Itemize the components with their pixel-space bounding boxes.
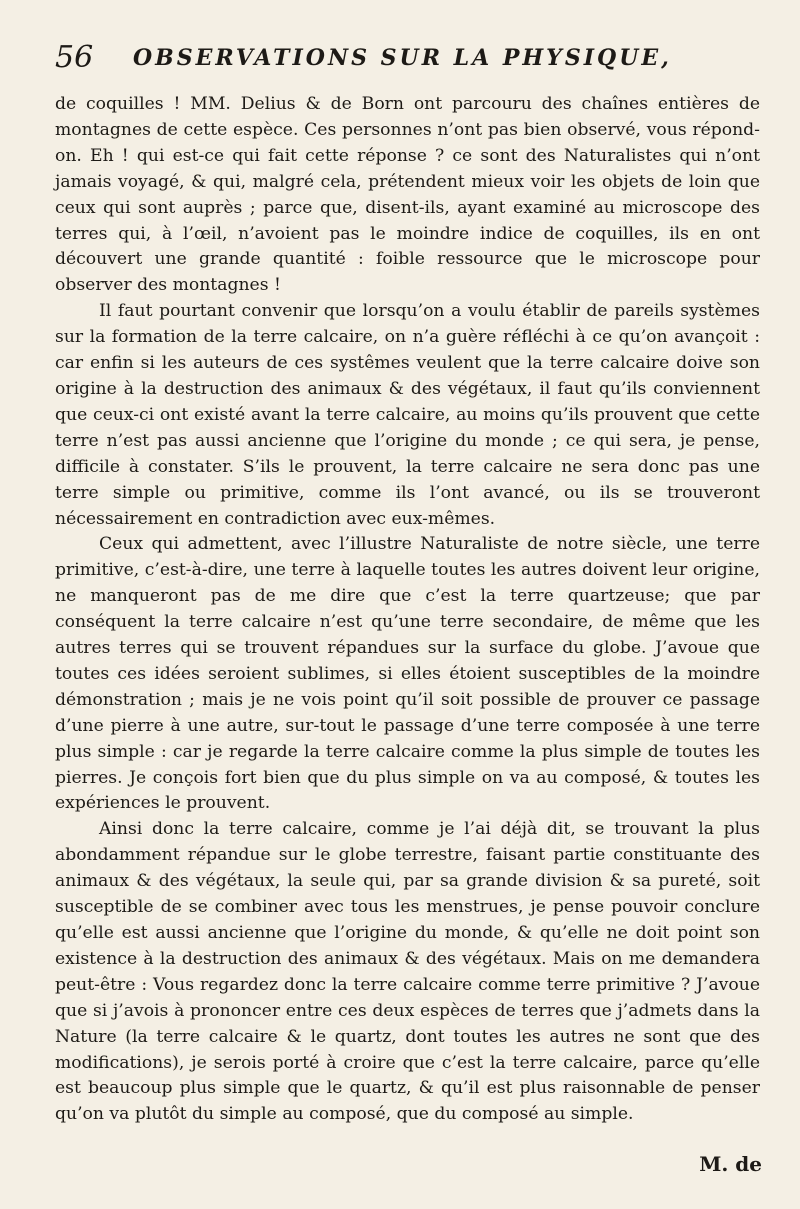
page-header xyxy=(55,40,755,80)
paragraph: Ainsi donc la terre calcaire, comme je l’ai déjà dit, se trouvant la plus abondamment répandue sur le globe terrestre, faisant partie constituante des animaux & des végétaux, la seule qui, par sa grande division & sa pureté, soit susceptible de se combiner avec tous les menstrues, je pense pouvoir conclure qu’elle est aussi ancienne que l’origine du monde, & qu’elle ne doit point son existence à la destruction des animaux & des végétaux. Mais on me demandera peut-être : Vous regardez donc la terre calcaire comme terre primitive ? J’avoue que si j’avois à prononcer entre ces deux espèces de terres que j’admets dans la Nature (la terre calcaire & le quartz, dont toutes les autres ne sont que des modifications), je serois porté à croire que c’est la terre calcaire, parce qu’elle est beaucoup plus simple que le quartz, & qu’il est plus raisonnable de penser qu’on va plutôt du simple au composé, que du composé au simple. xyxy=(55,819,760,1125)
paragraph-continued: de coquilles ! MM. Delius & de Born ont parcouru des chaînes entières de montagnes de cette espèce. Ces personnes n’ont pas bien observé, vous répond-on. Eh ! qui est-ce qui fait cette réponse ? ce sont des Naturalistes qui n’ont jamais voyagé, & qui, malgré cela, prétendent mieux voir les objets de loin que ceux qui sont auprès ; parce que, disent-ils, ayant examiné au microscope des terres qui, à l’œil, n’avoient pas le moindre indice de coquilles, ils en ont découvert une grande quantité : foible ressource que le microscope pour observer des montagnes ! xyxy=(55,94,760,296)
catchword: M. de xyxy=(699,1152,762,1176)
paragraph: Ceux qui admettent, avec l’illustre Naturaliste de notre siècle, une terre primitive, c’est-à-dire, une terre à laquelle toutes les autres doivent leur origine, ne manqueront pas de me dire que c’est la terre quartzeuse; que par conséquent la terre calcaire n’est qu’une terre secondaire, de même que les autres terres qui se trouvent répandues sur la surface du globe. J’avoue que toutes ces idées seroient sublimes, si elles étoient susceptibles de la moindre démonstration ; mais je ne vois point qu’il soit possible de prouver ce passage d’une pierre à une autre, sur-tout le passage d’une terre composée à une terre plus simple : car je regarde la terre calcaire comme la plus simple de toutes les pierres. Je conçois fort bien que du plus simple on va au composé, & toutes les expériences le prouvent. xyxy=(55,534,760,814)
paragraph: Il faut pourtant convenir que lorsqu’on a voulu établir de pareils systèmes sur la formation de la terre calcaire, on n’a guère réfléchi à ce qu’on avançoit : car enfin si les auteurs de ces systêmes veulent que la terre calcaire doive son origine à la destruction des animaux & des végétaux, il faut qu’ils conviennent que ceux-ci ont existé avant la terre calcaire, au moins qu’ils prouvent que cette terre n’est pas aussi ancienne que l’origine du monde ; ce qui sera, je pense, difficile à constater. S’ils le prouvent, la terre calcaire ne sera donc pas une terre simple ou primitive, comme ils l’ont avancé, ou ils se trouveront nécessairement en contradiction avec eux-mêmes. xyxy=(55,301,760,529)
body-text xyxy=(55,92,760,1128)
running-head: OBSERVATIONS SUR LA PHYSIQUE, xyxy=(133,45,672,71)
page-number: 56 xyxy=(55,40,94,75)
